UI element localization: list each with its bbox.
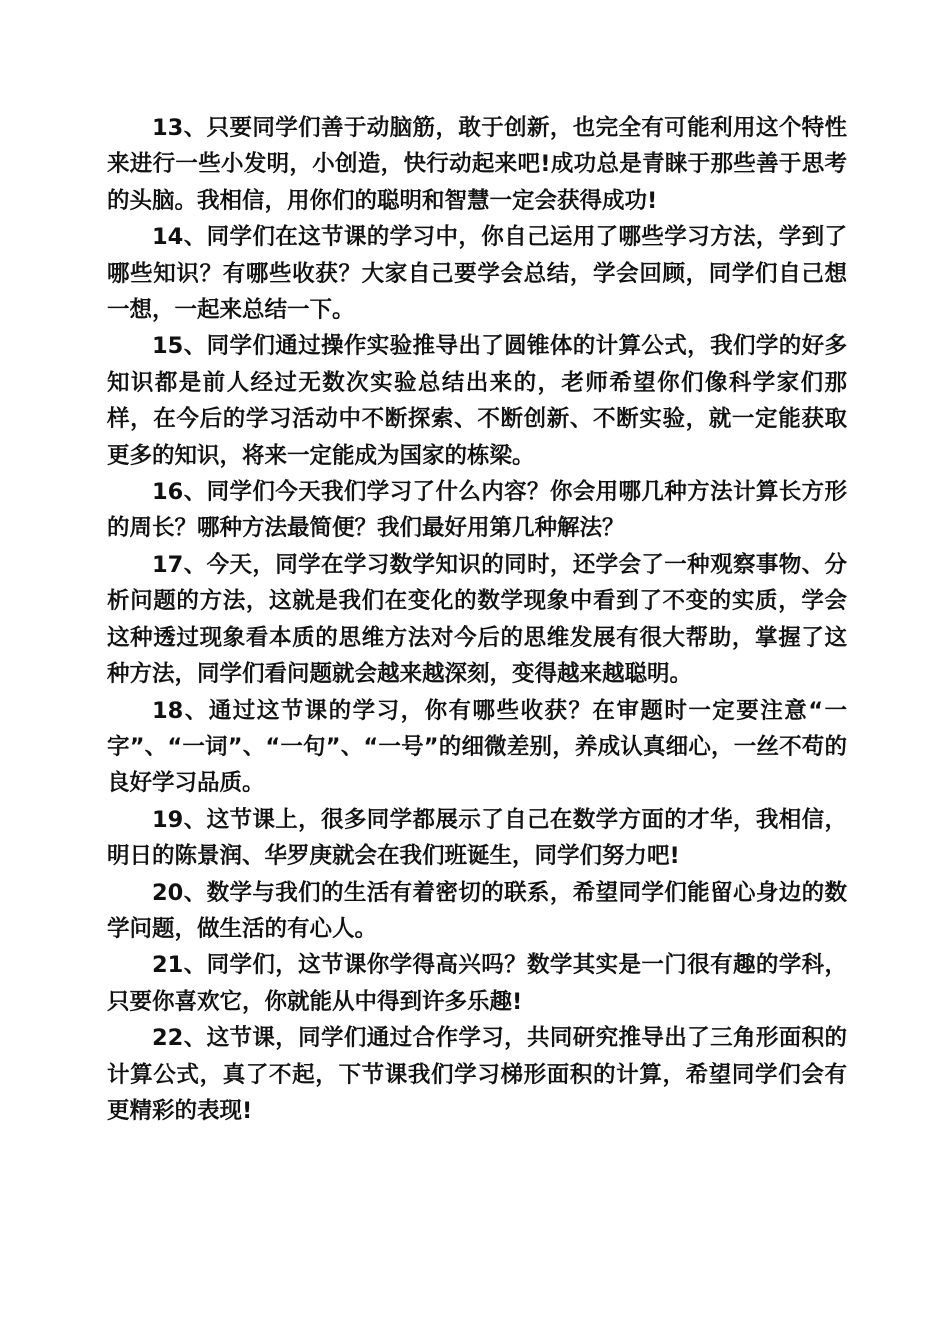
paragraph-13: 13、只要同学们善于动脑筋，敢于创新，也完全有可能利用这个特性来进行一些小发明，小创造，快行动起来吧!成功总是青睐于那些善于思考的头脑。我相信，用你们的聪明和智慧一定会获得成功!	[107, 115, 847, 214]
paragraph-20: 20、数学与我们的生活有着密切的联系，希望同学们能留心身边的数学问题，做生活的有心人。	[107, 879, 847, 942]
paragraph-14: 14、同学们在这节课的学习中，你自己运用了哪些学习方法，学到了哪些知识？有哪些收获？大家自己要学会总结，学会回顾，同学们自己想一想，一起来总结一下。	[107, 224, 847, 324]
paragraph-16: 16、同学们今天我们学习了什么内容？你会用哪几种方法计算长方形的周长？哪种方法最简便？我们最好用第几种解法？	[107, 479, 847, 542]
paragraph-17: 17、今天，同学在学习数学知识的同时，还学会了一种观察事物、分析问题的方法，这就是我们在变化的数学现象中看到了不变的实质，学会这种透过现象看本质的思维方法对今后的思维发展有很大帮助，掌握了这种方法，同学们看问题就会越来越深刻，变得越来越聪明。	[107, 551, 847, 688]
paragraph-21: 21、同学们，这节课你学得高兴吗？数学其实是一门很有趣的学科，只要你喜欢它，你就能从中得到许多乐趣!	[107, 952, 847, 1015]
paragraph-19: 19、这节课上，很多同学都展示了自己在数学方面的才华，我相信，明日的陈景润、华罗庚就会在我们班诞生，同学们努力吧!	[107, 806, 847, 870]
document-body	[107, 110, 847, 1129]
paragraph-18: 18、通过这节课的学习，你有哪些收获？在审题时一定要注意“一字”、“一词”、“一句”、“一号”的细微差别，养成认真细心，一丝不苟的良好学习品质。	[107, 697, 847, 797]
paragraph-15: 15、同学们通过操作实验推导出了圆锥体的计算公式，我们学的好多知识都是前人经过无数次实验总结出来的，老师希望你们像科学家们那样，在今后的学习活动中不断探索、不断创新、不断实验，就一定能获取更多的知识，将来一定能成为国家的栋梁。	[107, 333, 847, 469]
paragraph-22: 22、这节课，同学们通过合作学习，共同研究推导出了三角形面积的计算公式，真了不起，下节课我们学习梯形面积的计算，希望同学们会有更精彩的表现!	[107, 1025, 847, 1124]
